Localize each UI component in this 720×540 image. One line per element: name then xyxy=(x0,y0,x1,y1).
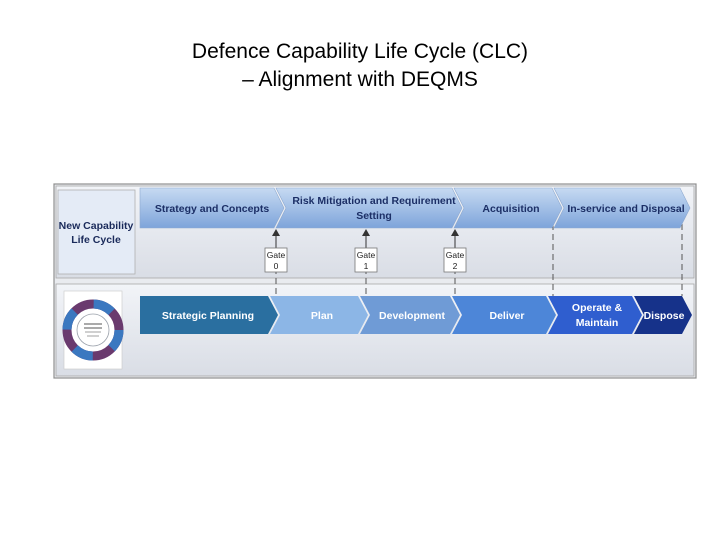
clc-phase-label-line2: Setting xyxy=(356,210,392,222)
gate-number: 0 xyxy=(273,261,279,271)
clc-phase-label: Strategy and Concepts xyxy=(154,203,270,215)
gate-label: Gate xyxy=(445,250,465,260)
clc-phase-label: Acquisition xyxy=(482,203,540,215)
clc-phase-strategy xyxy=(140,188,284,228)
slide-title-line2: – Alignment with DEQMS xyxy=(242,68,478,91)
deqms-phase-label: Deliver xyxy=(489,310,525,322)
slide-title-line1: Defence Capability Life Cycle (CLC) xyxy=(191,40,529,63)
deqms-phase-label-line2: Maintain xyxy=(575,317,619,329)
deqms-phase-label: Development xyxy=(379,310,445,322)
deqms-phase-operate-maintain xyxy=(548,296,642,334)
deqms-phase-label: Operate & xyxy=(571,302,623,314)
clc-phase-label: Risk Mitigation and Requirement xyxy=(292,195,456,207)
clc-label-box xyxy=(58,190,135,274)
deqms-phase-label: Strategic Planning xyxy=(161,310,255,322)
clc-phase-acquisition xyxy=(454,188,562,228)
deqms-phase-deliver xyxy=(452,296,556,334)
deqms-phase-label: Plan xyxy=(310,310,334,322)
clc-phase-risk-mitigation xyxy=(276,188,462,228)
gate-number: 2 xyxy=(452,261,458,271)
deqms-phase-strategic-planning xyxy=(140,296,278,334)
deqms-phase-label: Dispose xyxy=(643,310,685,322)
gate-label: Gate xyxy=(356,250,376,260)
clc-phase-in-service xyxy=(554,188,690,228)
gate-label: Gate xyxy=(266,250,286,260)
deqms-cycle-logo xyxy=(64,291,122,369)
gate-number: 1 xyxy=(363,261,369,271)
deqms-phase-plan xyxy=(270,296,368,334)
deqms-phase-dispose xyxy=(634,296,692,334)
clc-phase-label: In-service and Disposal xyxy=(567,203,685,215)
deqms-phase-development xyxy=(360,296,460,334)
clc-label-line2: Life Cycle xyxy=(71,234,121,246)
clc-label-line1: New Capability xyxy=(58,220,134,232)
